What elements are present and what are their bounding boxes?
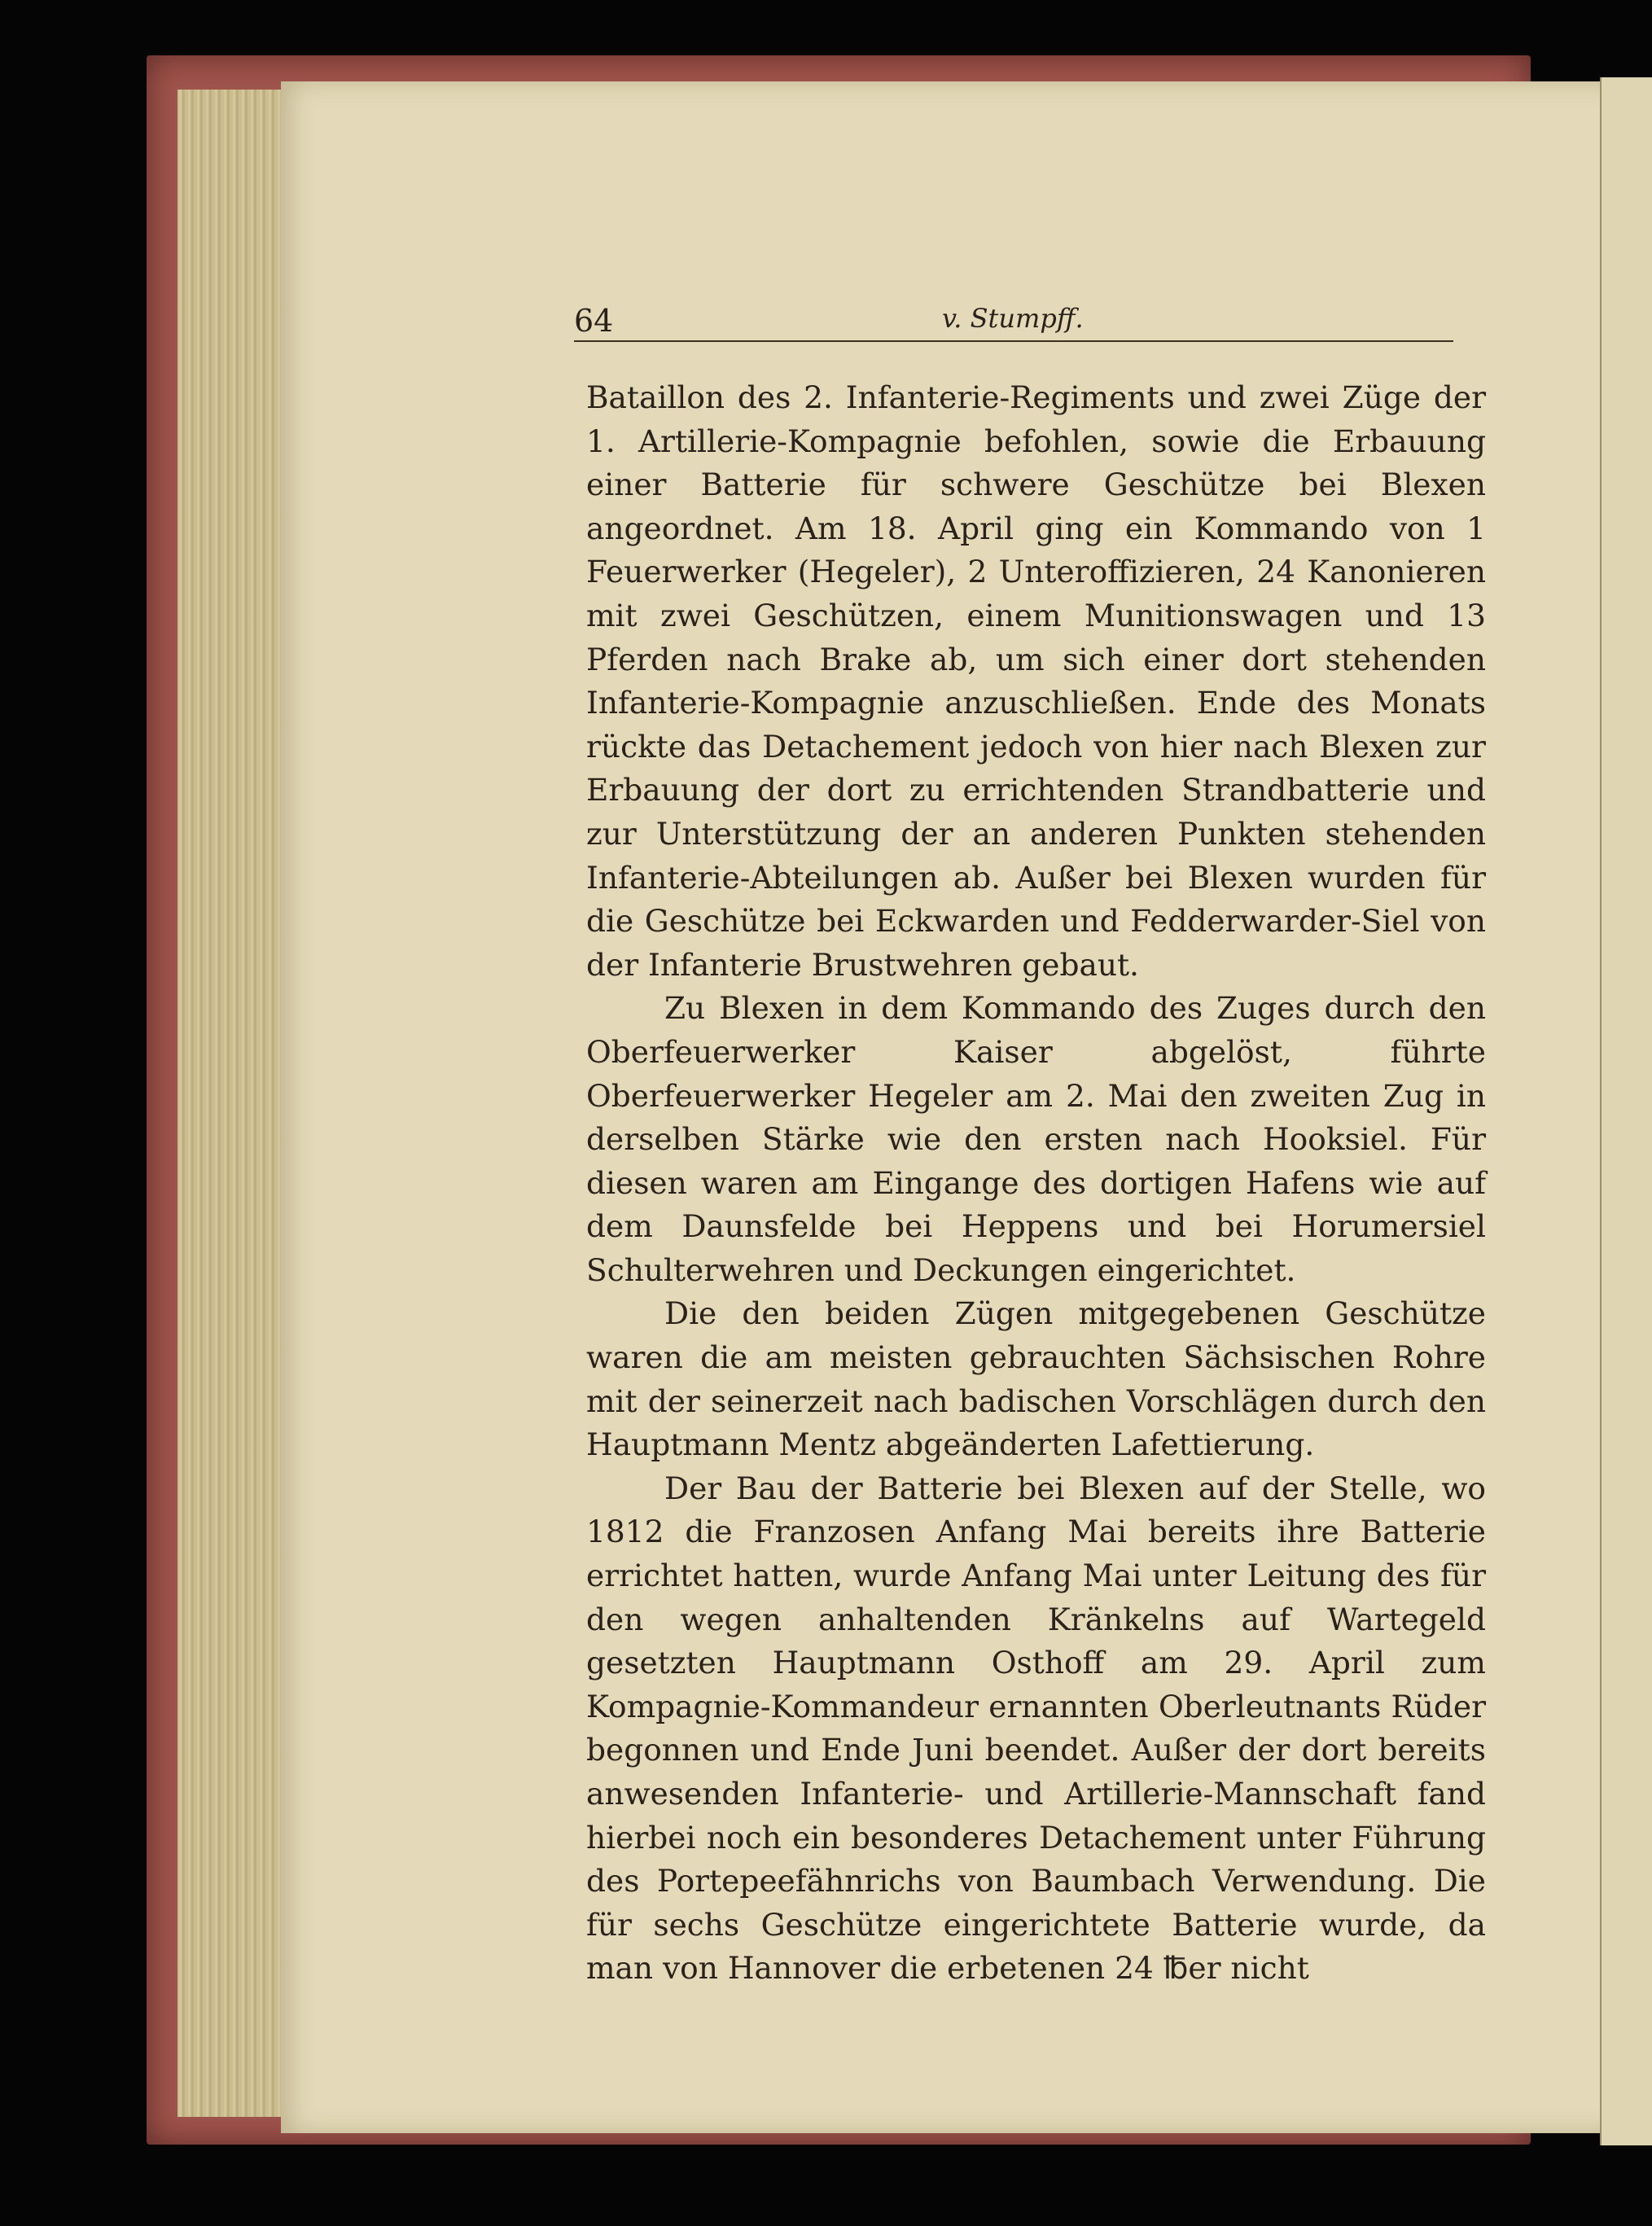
- page-number: 64: [574, 303, 614, 339]
- body-text: [586, 376, 1486, 1991]
- paragraph: Die den beiden Zügen mitgegebenen Geschütze waren die am meisten gebrauchten Sächsischen Rohre mit der seinerzeit nach badischen Vorschlägen durch den Hauptmann Mentz abgeänderten Lafettierung.: [586, 1295, 1486, 1463]
- facing-page-edge: [1600, 77, 1652, 2145]
- page-header: [574, 301, 1453, 342]
- running-head: v. Stumpff.: [942, 303, 1084, 334]
- paragraph: Der Bau der Batterie bei Blexen auf der Stelle, wo 1812 die Franzosen Anfang Mai bereits ihre Batterie errichtet hatten, wurde Anfang Mai unter Leitung des für den wegen anhaltenden Kränkelns auf Wartegeld gesetzten Hauptmann Osthoff am 29. April zum Kompagnie-Kommandeur ernannten Oberleutnants Rüder begonnen und Ende Juni beendet. Außer der dort bereits anwesenden Infanterie- und Artillerie-Mannschaft fand hierbei noch ein besonderes Detachement unter Führung des Portepeefähnrichs von Baumbach Verwendung. Die für sechs Geschütze eingerichtete Batterie wurde, da man von Hannover die erbetenen 24 ℔er nicht: [586, 1470, 1486, 1987]
- paragraph: Zu Blexen in dem Kommando des Zuges durch den Oberfeuerwerker Kaiser abgelöst, führte Oberfeuerwerker Hegeler am 2. Mai den zweiten Zug in derselben Stärke wie den ersten nach Hooksiel. Für diesen waren am Eingange des dortigen Hafens wie auf dem Daunsfelde bei Heppens und bei Horumersiel Schulterwehren und Deckungen eingerichtet.: [586, 990, 1486, 1288]
- paragraph: Bataillon des 2. Infanterie-Regiments und zwei Züge der 1. Artillerie-Kompagnie befohlen, sowie die Erbauung einer Batterie für schwere Geschütze bei Blexen angeordnet. Am 18. April ging ein Kommando von 1 Feuerwerker (Hegeler), 2 Unteroffizieren, 24 Kanonieren mit zwei Geschützen, einem Munitionswagen und 13 Pferden nach Brake ab, um sich einer dort stehenden Infanterie-Kompagnie anzuschließen. Ende des Monats rückte das Detachement jedoch von hier nach Blexen zur Erbauung der dort zu errichtenden Strandbatterie und zur Unterstützung der an anderen Punkten stehenden Infanterie-Abteilungen ab. Außer bei Blexen wurden für die Geschütze bei Eckwarden und Fedderwarder-Siel von der Infanterie Brustwehren gebaut.: [586, 379, 1486, 983]
